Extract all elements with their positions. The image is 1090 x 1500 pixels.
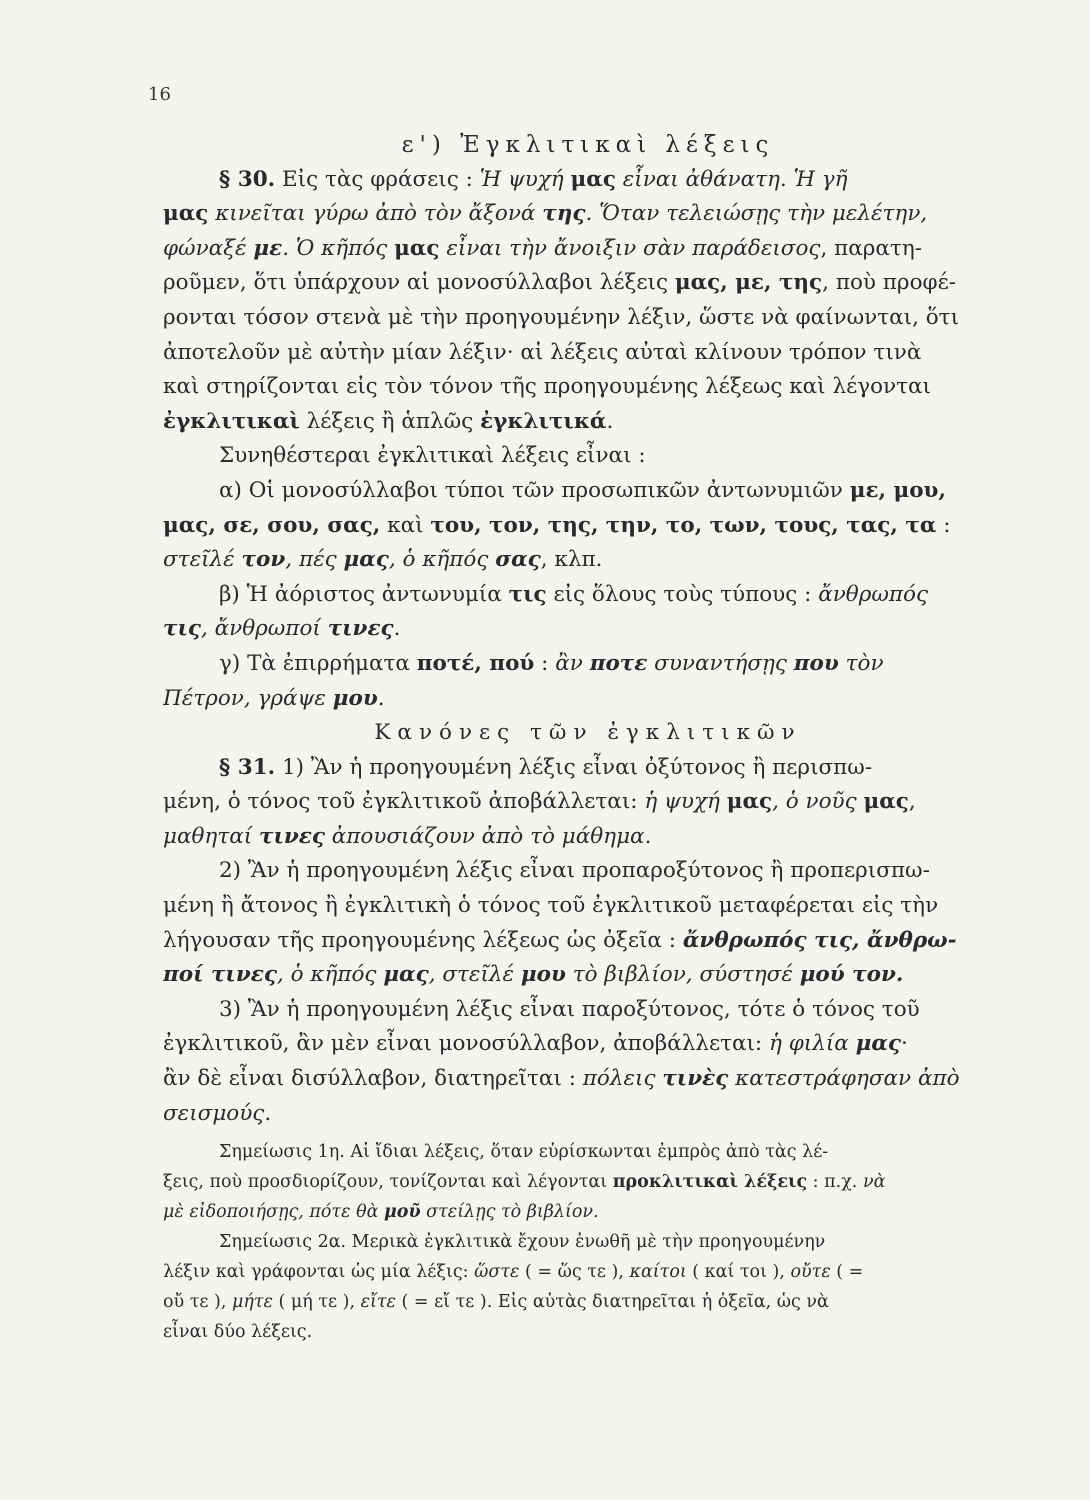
text-run: , στεῖλέ xyxy=(428,962,521,988)
text-run: λέξιν καὶ γράφονται ὡς μία λέξις: xyxy=(163,1262,475,1283)
text-run: ἐγκλιτικαὶ xyxy=(163,408,300,434)
note-line xyxy=(163,1197,1013,1227)
text-run: μας xyxy=(163,201,209,227)
text-run: μένη ἢ ἄτονος ἢ ἐγκλιτικὴ ὁ τόνος τοῦ ἐγκλιτικοῦ μεταφέρεται εἰς τὴν xyxy=(163,893,939,919)
text-run: : π.χ. xyxy=(807,1172,863,1193)
text-line xyxy=(163,958,1013,993)
note-line xyxy=(163,1227,1013,1257)
text-line xyxy=(163,993,1013,1028)
text-run: , κλπ. xyxy=(540,547,603,573)
text-run: μας xyxy=(394,235,440,261)
text-run: ἄνθρωπός τις, ἄνθρω- xyxy=(682,927,957,953)
text-run: , ἄνθρωποί xyxy=(200,616,328,642)
text-run: μού τον. xyxy=(799,962,904,988)
text-line xyxy=(163,1062,1013,1097)
text-line xyxy=(163,785,1013,820)
text-run: . xyxy=(377,685,385,711)
text-run: μας, σε, σου, σας, xyxy=(163,512,381,538)
text-line xyxy=(163,820,1013,855)
text-run: ξεις, ποὺ προσδιορίζουν, τονίζονται καὶ λέγονται xyxy=(163,1172,613,1193)
section-heading: ε') Ἐγκλιτικαὶ λέξεις xyxy=(401,132,775,158)
text-run: Συνηθέστεραι ἐγκλιτικαὶ λέξεις εἶναι : xyxy=(219,443,646,469)
text-line xyxy=(163,612,1013,647)
text-line xyxy=(163,336,1013,371)
text-run: ὥστε xyxy=(474,1262,520,1283)
text-run: μαθηταί xyxy=(163,823,259,849)
text-run: κινεῖται γύρω ἀπὸ τὸν ἄξονά xyxy=(208,201,543,227)
text-run: Σημείωσις 1η. Αἱ ἴδιαι λέξεις, ὅταν εὑρίσκωνται ἐμπρὸς ἀπὸ τὰς λέ- xyxy=(219,1142,829,1163)
text-run: λέξεις ἢ ἁπλῶς xyxy=(299,408,481,434)
text-run: · xyxy=(900,1031,908,1057)
text-run: ἄνθρωπός xyxy=(818,581,929,607)
page-number: 16 xyxy=(148,84,171,105)
text-run: οὔτε xyxy=(790,1262,831,1283)
text-run: εἰς ὅλους τοὺς τύπους : xyxy=(546,581,819,607)
text-run: στεῖλέ xyxy=(163,547,242,573)
text-run: τον xyxy=(241,547,286,573)
subheading xyxy=(163,716,1013,751)
text-run: Ἡ ψυχή xyxy=(479,166,571,192)
text-run: : xyxy=(936,512,951,538)
text-run: τις xyxy=(163,616,201,642)
note-line xyxy=(163,1287,1013,1317)
note-line xyxy=(163,1257,1013,1287)
text-run: εἶναι ἀθάνατη. Ἡ γῆ xyxy=(615,166,848,192)
text-run: ἐγκλιτικά xyxy=(480,408,607,434)
text-run: τινὲς xyxy=(662,1066,729,1092)
text-run: σεισμούς xyxy=(163,1100,265,1126)
text-run: Σημείωσις 2α. Μερικὰ ἐγκλιτικὰ ἔχουν ἑνωθῆ μὲ τὴν προηγουμένην xyxy=(219,1232,826,1253)
text-run: ποτέ, πού xyxy=(416,650,535,676)
text-run: του, τον, της, την, το, των, τους, τας, τα xyxy=(430,512,937,538)
text-line xyxy=(163,439,1013,474)
text-run: πόλεις xyxy=(582,1066,663,1092)
text-run: εἴτε xyxy=(360,1292,396,1313)
text-run: καὶ xyxy=(380,512,431,538)
text-run: τὸ βιβλίον, σύστησέ xyxy=(565,962,800,988)
text-run: ρονται τόσον στενὰ μὲ τὴν προηγουμένην λέξιν, ὥστε νὰ φαίνωνται, ὅτι xyxy=(163,304,960,330)
text-run: τὸν xyxy=(838,650,884,676)
text-run: μοῦ xyxy=(383,1202,421,1223)
text-line xyxy=(163,924,1013,959)
text-run: . xyxy=(606,408,614,434)
text-run: μας xyxy=(855,1031,901,1057)
text-line xyxy=(163,682,1013,717)
text-run: ( μή τε ), xyxy=(272,1292,361,1313)
text-run: β) Ἡ ἀόριστος ἀντωνυμία xyxy=(219,581,509,607)
text-run: 2) Ἂν ἡ προηγουμένη λέξις εἶναι προπαροξύτονος ἢ προπερισπω- xyxy=(219,858,930,884)
text-run: λήγουσαν τῆς προηγουμένης λέξεως ὡς ὀξεῖα : xyxy=(163,927,683,953)
text-run: , ὁ νοῦς xyxy=(772,789,864,815)
text-run: μένη, ὁ τόνος τοῦ ἐγκλιτικοῦ ἀποβάλλεται: xyxy=(163,789,645,815)
text-run: ποτε xyxy=(589,650,648,676)
text-run: ἀποτελοῦν μὲ αὐτὴν μίαν λέξιν· αἱ λέξεις αὐταὶ κλίνουν τρόπον τινὰ xyxy=(163,339,922,365)
text-line xyxy=(163,543,1013,578)
text-line xyxy=(163,232,1013,267)
text-run: κατεστράφησαν ἀπὸ xyxy=(728,1066,960,1092)
text-run: , ποὺ προφέ- xyxy=(822,270,956,296)
text-line xyxy=(163,163,1013,198)
text-run: § 30. xyxy=(219,166,276,192)
text-line xyxy=(163,1097,1013,1132)
text-run: στείλῃς τὸ βιβλίον. xyxy=(420,1202,599,1223)
text-run: , πές xyxy=(285,547,344,573)
text-run: που xyxy=(793,650,839,676)
text-run: γ) Τὰ ἐπιρρήματα xyxy=(219,650,417,676)
text-run: , ὁ κῆπός xyxy=(388,547,496,573)
text-run: Εἰς τὰς φράσεις : xyxy=(275,166,480,192)
text-run: , xyxy=(908,789,916,815)
text-run: καίτοι xyxy=(629,1262,687,1283)
note-line xyxy=(163,1137,1013,1167)
text-run: φώναξέ xyxy=(163,235,254,261)
text-run: μὲ εἰδοποιήσῃς, πότε θὰ xyxy=(163,1202,384,1223)
text-run: α) Οἱ μονοσύλλαβοι τύποι τῶν προσωπικῶν ἀντωνυμιῶν xyxy=(219,477,850,503)
text-run: ἂν xyxy=(555,650,590,676)
text-run: καὶ στηρίζονται εἰς τὸν τόνον τῆς προηγουμένης λέξεως καὶ λέγονται xyxy=(163,374,931,400)
text-line xyxy=(163,370,1013,405)
text-run: ἡ φιλία xyxy=(769,1031,856,1057)
text-line xyxy=(163,647,1013,682)
text-run: . Ὁ κῆπός xyxy=(282,235,395,261)
text-run: ( = εἴ τε ). Εἰς αὐτὰς διατηρεῖται ἡ ὀξεῖα, ὡς νὰ xyxy=(395,1292,829,1313)
text-run: μας, με, της xyxy=(674,270,823,296)
text-run: , παρατη- xyxy=(820,235,922,261)
text-run: . Ὅταν τελειώσῃς τὴν μελέτην, xyxy=(585,201,928,227)
text-run: ἡ ψυχή xyxy=(644,789,727,815)
text-run: ἐγκλιτικοῦ, ἂν μὲν εἶναι μονοσύλλαβον, ἀποβάλλεται: xyxy=(163,1031,769,1057)
text-run: με xyxy=(253,235,283,261)
text-run: , ὁ κῆπός xyxy=(276,962,384,988)
text-run: Κανόνες τῶν ἐγκλιτικῶν xyxy=(374,720,802,746)
text-line xyxy=(163,751,1013,786)
text-run: τινες xyxy=(327,616,394,642)
text-run: . xyxy=(644,823,652,849)
text-run: ποί τινες xyxy=(163,962,277,988)
text-line xyxy=(163,474,1013,509)
text-run: ροῦμεν, ὅτι ὑπάρχουν αἱ μονοσύλλαβοι λέξεις xyxy=(163,270,675,296)
text-run: 3) Ἂν ἡ προηγουμένη λέξις εἶναι παροξύτονος, τότε ὁ τόνος τοῦ xyxy=(219,996,920,1022)
text-run: § 31. xyxy=(219,754,276,780)
text-run: τις xyxy=(508,581,547,607)
text-run: μου xyxy=(520,962,566,988)
text-run: εἶναι τὴν ἄνοιξιν σὰν παράδεισος xyxy=(439,235,821,261)
text-run: οὔ τε ), xyxy=(163,1292,233,1313)
text-run: προκλιτικαὶ λέξεις xyxy=(612,1172,808,1193)
text-run: ( καί τοι ), xyxy=(686,1262,791,1283)
text-run: ἂν δὲ εἶναι δισύλλαβον, διατηρεῖται : xyxy=(163,1066,583,1092)
text-run: ἀπουσιάζουν ἀπὸ τὸ μάθημα xyxy=(324,823,645,849)
text-run: μας xyxy=(863,789,909,815)
note-line xyxy=(163,1317,1013,1347)
text-run: μας xyxy=(726,789,773,815)
text-run: μας xyxy=(343,547,389,573)
text-run: σας xyxy=(495,547,541,573)
page-body xyxy=(163,128,1013,1347)
text-line xyxy=(163,509,1013,544)
text-run: μας xyxy=(570,166,616,192)
text-line xyxy=(163,301,1013,336)
text-run: μου xyxy=(332,685,378,711)
text-run: . xyxy=(264,1100,272,1126)
text-run: νὰ xyxy=(862,1172,886,1193)
text-run: της xyxy=(542,201,586,227)
text-run: ( = ὥς τε ), xyxy=(519,1262,630,1283)
text-line xyxy=(163,266,1013,301)
note-line xyxy=(163,1167,1013,1197)
text-run: ( = xyxy=(830,1262,864,1283)
text-run: τινες xyxy=(259,823,325,849)
text-run: μήτε xyxy=(232,1292,273,1313)
text-line xyxy=(163,578,1013,613)
text-line xyxy=(163,1027,1013,1062)
text-run: Πέτρον, γράψε xyxy=(163,685,333,711)
text-line xyxy=(163,405,1013,440)
text-run: 1) Ἂν ἡ προηγουμένη λέξις εἶναι ὀξύτονος ἢ περισπω- xyxy=(275,754,873,780)
text-line xyxy=(163,197,1013,232)
text-line xyxy=(163,854,1013,889)
text-run: . xyxy=(393,616,401,642)
text-run: με, μου, xyxy=(849,477,946,503)
text-run: μας xyxy=(383,962,429,988)
text-line xyxy=(163,889,1013,924)
text-run: συναντήσῃς xyxy=(647,650,794,676)
text-run: : xyxy=(534,650,556,676)
text-run: εἶναι δύο λέξεις. xyxy=(163,1322,313,1343)
text-body xyxy=(163,163,1013,1348)
